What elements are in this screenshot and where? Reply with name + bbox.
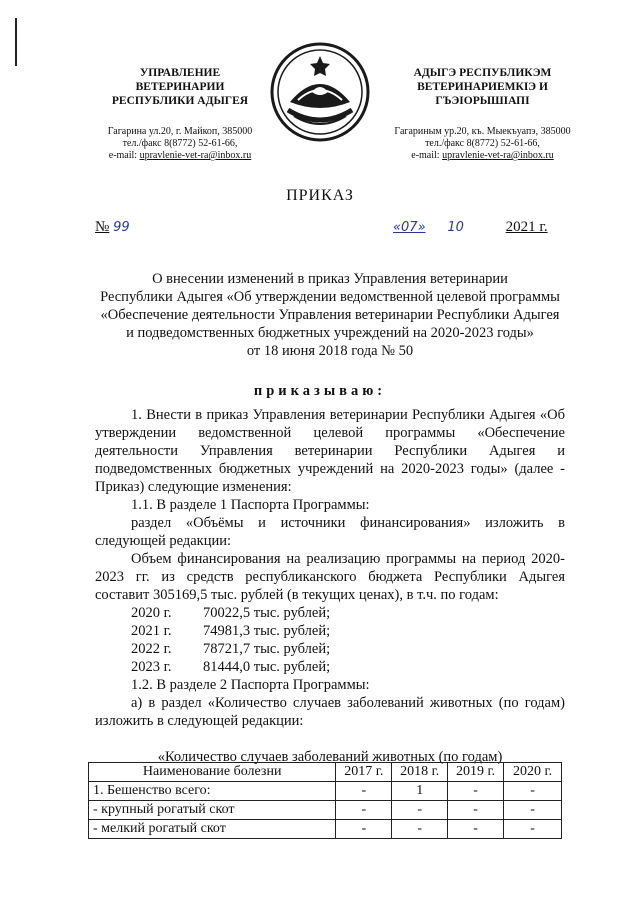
- document-title: ПРИКАЗ: [286, 187, 354, 204]
- table-cell: -: [448, 801, 504, 820]
- margin-mark: [15, 18, 17, 66]
- paragraph-1-2-a: а) в раздел «Количество случаев заболеваний животных (по годам) изложить в следующей редакции:: [95, 695, 565, 729]
- right-phone: тел./факс 8(8772) 52-61-66,: [425, 138, 540, 149]
- paragraph-1: 1. Внести в приказ Управления ветеринарии Республики Адыгея «Об утверждении ведомственной целевой программы «Обеспечение деятельности Управления ветеринарии Республики Адыгея и подведомственных бюджетных учреждений на 2020-2023 годы» (далее - Приказ) следующие изменения:: [95, 407, 565, 495]
- left-phone: тел./факс 8(8772) 52-61-66,: [122, 138, 238, 149]
- table-header-cell: 2020 г.: [504, 763, 562, 782]
- table-cell: -: [336, 801, 392, 820]
- left-email-link[interactable]: upravlenie-vet-ra@inbox.ru: [139, 150, 252, 161]
- table-cell: 1: [392, 782, 448, 801]
- table-cell: 1. Бешенство всего:: [89, 782, 336, 801]
- number-value: 99: [113, 220, 130, 235]
- right-address: Гагариным ур.20, къ. Мыекъуапэ, 385000: [394, 126, 571, 137]
- right-org-line-2: ВЕТЕРИНАРИЕМКIЭ И: [417, 81, 548, 93]
- subject-line-2: Республики Адыгея «Об утверждении ведомственной целевой программы: [100, 289, 560, 305]
- subject-line-4: и подведомственных бюджетных учреждений на 2020-2023 годы»: [126, 325, 534, 341]
- subject-line-3: «Обеспечение деятельности Управления ветеринарии Республики Адыгея: [100, 307, 560, 323]
- year-label: 2020 г.: [131, 605, 172, 621]
- table-cell: -: [336, 782, 392, 801]
- paragraph-1-1: 1.1. В разделе 1 Паспорта Программы:: [131, 497, 370, 513]
- year-row: [95, 622, 565, 640]
- table-cell: -: [392, 820, 448, 839]
- order-subject: [80, 270, 580, 360]
- paragraph-1-1-a: раздел «Объёмы и источники финансирования» изложить в следующей редакции:: [95, 515, 565, 549]
- table-row: [89, 801, 562, 820]
- table-cell: -: [448, 782, 504, 801]
- date-year: 2021 г.: [505, 219, 548, 235]
- left-org-line-2: ВЕТЕРИНАРИИ: [135, 81, 225, 93]
- right-email-link[interactable]: upravlenie-vet-ra@inbox.ru: [442, 150, 554, 161]
- table-cell: -: [448, 820, 504, 839]
- table-cell: - мелкий рогатый скот: [89, 820, 336, 839]
- right-email-label: e-mail:: [411, 150, 440, 161]
- subject-line-5: от 18 июня 2018 года № 50: [246, 343, 414, 359]
- year-row: [95, 640, 565, 658]
- left-email-label: e-mail:: [108, 150, 138, 161]
- year-label: 2023 г.: [131, 659, 172, 675]
- table-cell: -: [336, 820, 392, 839]
- table-cell: -: [504, 782, 562, 801]
- coat-of-arms-icon: [268, 40, 372, 144]
- right-org-line-1: АДЫГЭ РЕСПУБЛИКЭМ: [413, 67, 552, 79]
- right-email-line: [385, 150, 580, 162]
- year-label: 2021 г.: [131, 623, 172, 639]
- order-word: приказываю:: [253, 383, 387, 399]
- table-header-cell: 2018 г.: [392, 763, 448, 782]
- date-day: «07»: [393, 220, 426, 235]
- year-amount: 74981,3 тыс. рублей;: [203, 623, 331, 639]
- year-amount: 70022,5 тыс. рублей;: [203, 605, 331, 621]
- left-org-line-1: УПРАВЛЕНИЕ: [139, 67, 221, 79]
- table-header-cell: Наименование болезни: [89, 763, 336, 782]
- left-address: Гагарина ул.20, г. Майкоп, 385000: [107, 126, 253, 137]
- left-header: [95, 66, 265, 162]
- table-header-row: [89, 763, 562, 782]
- table-cell: -: [392, 801, 448, 820]
- right-header: [385, 66, 580, 162]
- disease-table: [88, 762, 562, 839]
- year-amount: 81444,0 тыс. рублей;: [203, 659, 331, 675]
- left-org-line-3: РЕСПУБЛИКИ АДЫГЕЯ: [111, 95, 249, 107]
- table-caption: «Количество случаев заболеваний животных (по годам): [157, 749, 503, 765]
- year-amount: 78721,7 тыс. рублей;: [203, 641, 331, 657]
- table-row: [89, 782, 562, 801]
- subject-line-1: О внесении изменений в приказ Управления ветеринарии: [152, 271, 508, 287]
- date-month: 10: [447, 220, 464, 235]
- table-header-cell: 2017 г.: [336, 763, 392, 782]
- year-row: [95, 658, 565, 676]
- year-label: 2022 г.: [131, 641, 172, 657]
- table-cell: -: [504, 801, 562, 820]
- paragraph-1-1-b: Объем финансирования на реализацию программы на период 2020-2023 гг. из средств республиканского бюджета Республики Адыгея составит 305169,5 тыс. рублей (в текущих ценах), в т.ч. по годам:: [95, 551, 565, 603]
- right-org-line-3: ГЪЭIОРЫШIАПI: [435, 95, 530, 107]
- table-cell: - крупный рогатый скот: [89, 801, 336, 820]
- order-body: [95, 406, 565, 766]
- paragraph-1-2: 1.2. В разделе 2 Паспорта Программы:: [131, 677, 370, 693]
- left-email-line: [95, 150, 265, 162]
- year-row: [95, 604, 565, 622]
- table-row: [89, 820, 562, 839]
- order-number: [95, 219, 130, 236]
- table-cell: -: [504, 820, 562, 839]
- number-prefix: №: [95, 219, 110, 235]
- order-date: [393, 219, 548, 236]
- table-header-cell: 2019 г.: [448, 763, 504, 782]
